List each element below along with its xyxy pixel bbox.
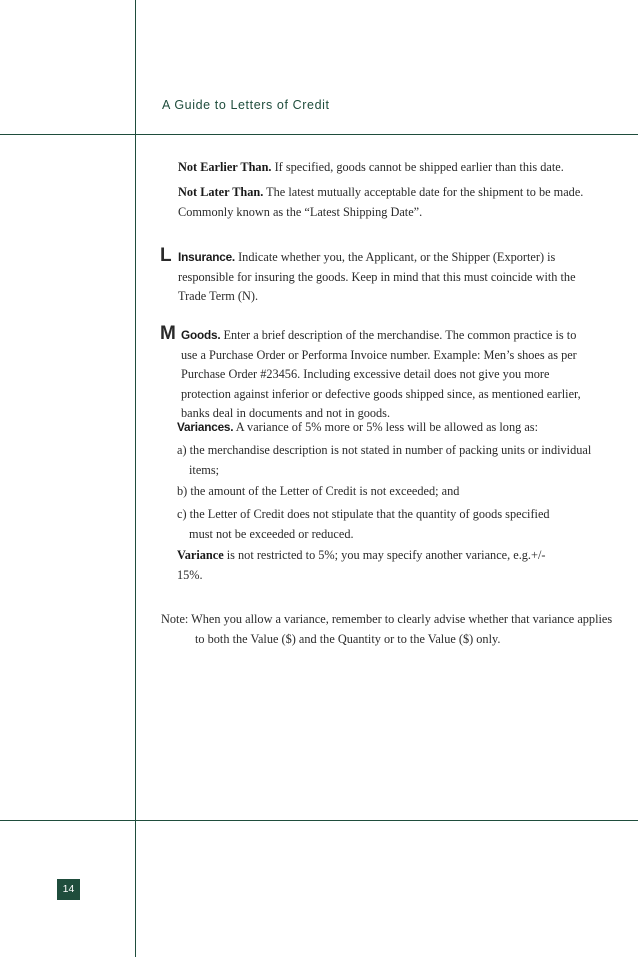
- goods-text: Enter a brief description of the merchandise. The common practice is to use a Purchase Order or Performa Invoice number. Example: Men’s shoes as per Purchase Order #23456. Including excessive detail does not give you more protection against inferior or defective goods shipped since, as mentioned earlier, banks deal in documents and not in goods.: [181, 328, 581, 420]
- footer-rule: [0, 820, 638, 821]
- variance-item-c: c) the Letter of Credit does not stipulate that the quantity of goods specified must not be exceeded or reduced.: [177, 507, 550, 541]
- note-paragraph: Note: When you allow a variance, remember to clearly advise whether that variance applies to both the Value ($) and the Quantity or to the Value ($) only.: [161, 612, 613, 646]
- page-number-badge: 14: [57, 879, 80, 900]
- vertical-rule: [135, 0, 136, 957]
- variance-note-paragraph: [177, 546, 562, 585]
- variance-item-a: a) the merchandise description is not stated in number of packing units or individual items;: [177, 443, 592, 477]
- variance-item-b: b) the amount of the Letter of Credit is not exceeded; and: [177, 484, 460, 498]
- section-letter-l: L: [160, 245, 172, 266]
- running-header: A Guide to Letters of Credit: [162, 98, 330, 112]
- goods-paragraph: [181, 326, 593, 424]
- insurance-text: Indicate whether you, the Applicant, or the Shipper (Exporter) is responsible for insuring the goods. Keep in mind that this must coincide with the Trade Term (N).: [178, 250, 576, 303]
- not-earlier-paragraph: [178, 158, 608, 178]
- variances-paragraph: [177, 418, 597, 438]
- not-earlier-term: Not Earlier Than.: [178, 160, 272, 174]
- not-later-paragraph: [178, 183, 588, 222]
- header-rule: [0, 134, 638, 135]
- not-later-text: The latest mutually acceptable date for the shipment to be made. Commonly known as the “Latest Shipping Date”.: [178, 185, 584, 219]
- variances-text: A variance of 5% more or 5% less will be allowed as long as:: [233, 420, 538, 434]
- insurance-paragraph: [178, 248, 593, 307]
- not-later-term: Not Later Than.: [178, 185, 264, 199]
- not-earlier-text: If specified, goods cannot be shipped earlier than this date.: [271, 160, 564, 174]
- section-letter-m: M: [160, 323, 176, 344]
- variance-text: is not restricted to 5%; you may specify another variance, e.g.+/- 15%.: [177, 548, 546, 582]
- variances-term: Variances.: [177, 420, 234, 434]
- insurance-term: Insurance.: [178, 250, 236, 264]
- goods-term: Goods.: [181, 328, 221, 342]
- variance-term: Variance: [177, 548, 224, 562]
